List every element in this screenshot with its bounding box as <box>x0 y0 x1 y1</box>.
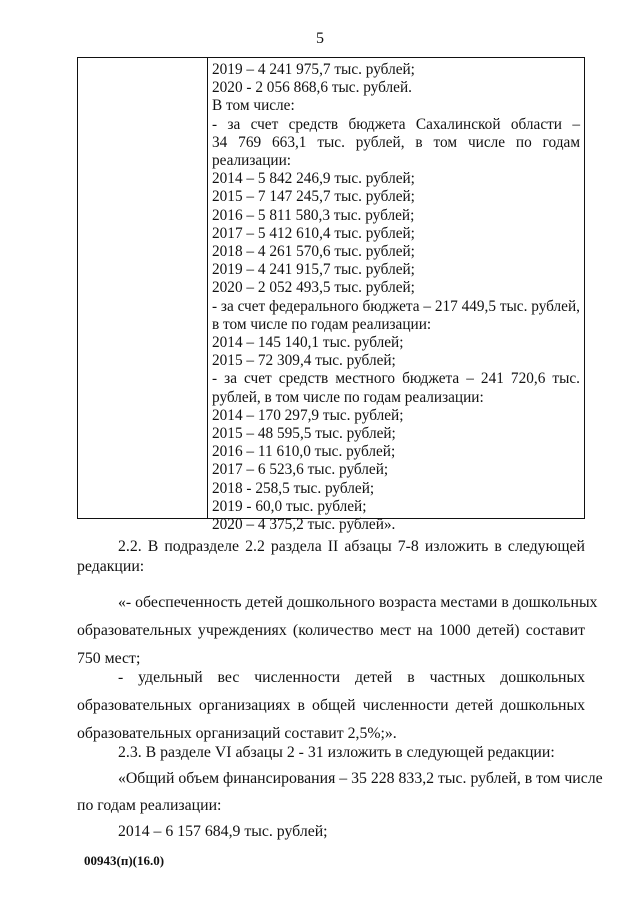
table-line: 2015 – 72 309,4 тыс. рублей; <box>212 352 396 370</box>
table-line: 2018 - 258,5 тыс. рублей; <box>212 479 375 497</box>
paragraph-line: образовательных организациях в общей численности детей дошкольных <box>77 697 585 714</box>
paragraph-line: 2.2. В подразделе 2.2 раздела II абзацы 7-8 изложить в следующей <box>118 538 585 555</box>
table-line: 2014 – 145 140,1 тыс. рублей; <box>212 334 404 352</box>
paragraph-line: 2014 – 6 157 684,9 тыс. рублей; <box>118 823 328 840</box>
quote-preschool-places <box>77 593 598 669</box>
paragraph-line: 750 мест; <box>77 650 141 667</box>
table-line: - за счет федерального бюджета – 217 449,5 тыс. рублей, <box>212 297 580 315</box>
paragraph-line: образовательных организаций составит 2,5%;». <box>77 725 397 742</box>
table-line: 2019 - 60,0 тыс. рублей; <box>212 497 367 515</box>
table-line: 2017 – 6 523,6 тыс. рублей; <box>212 461 389 479</box>
table-line: 34 769 663,1 тыс. рублей, в том числе по годам <box>212 133 580 151</box>
table-right-cell <box>208 58 584 534</box>
table-line: реализации: <box>212 152 292 170</box>
quote-private-preschool-share <box>77 668 585 744</box>
table-line: 2020 - 2 056 868,6 тыс. рублей. <box>212 79 412 97</box>
table-line: 2019 – 4 241 975,7 тыс. рублей; <box>212 61 415 78</box>
table-line: 2015 – 7 147 245,7 тыс. рублей; <box>212 188 415 206</box>
table-line: 2014 – 5 842 246,9 тыс. рублей; <box>212 170 415 188</box>
page-number: 5 <box>316 30 324 47</box>
paragraph-line: - удельный вес численности детей в частных дошкольных <box>118 669 585 686</box>
table-line: 2019 – 4 241 915,7 тыс. рублей; <box>212 261 415 279</box>
table-line: - за счет средств местного бюджета – 241 720,6 тыс. <box>212 370 580 388</box>
table-line: в том числе по годам реализации: <box>212 315 432 333</box>
table-line: 2018 – 4 261 570,6 тыс. рублей; <box>212 243 415 261</box>
table-left-cell <box>78 58 208 518</box>
financing-table <box>77 57 585 534</box>
table-line: 2020 – 2 052 493,5 тыс. рублей; <box>212 279 415 297</box>
paragraph-section-2-2 <box>77 537 585 577</box>
table-line: 2014 – 170 297,9 тыс. рублей; <box>212 406 404 424</box>
table-line: 2015 – 48 595,5 тыс. рублей; <box>212 425 396 443</box>
paragraph-section-2-3 <box>77 743 585 763</box>
table-line: 2016 – 11 610,0 тыс. рублей; <box>212 443 396 461</box>
paragraph-line: 2.3. В разделе VI абзацы 2 - 31 изложить в следующей редакции: <box>118 744 555 761</box>
quote-total-financing <box>77 769 603 816</box>
table-line: - за счет средств бюджета Сахалинской области – <box>212 115 580 133</box>
paragraph-line: редакции: <box>77 558 145 575</box>
table-line: рублей, в том числе по годам реализации: <box>212 388 484 406</box>
table-line: 2017 – 5 412 610,4 тыс. рублей; <box>212 224 415 242</box>
financing-year-line <box>77 822 585 842</box>
paragraph-line: образовательных учреждениях (количество мест на 1000 детей) составит <box>77 622 585 639</box>
document-code: 00943(п)(16.0) <box>84 853 165 868</box>
table-line: В том числе: <box>212 97 295 115</box>
table-line: 2016 – 5 811 580,3 тыс. рублей; <box>212 206 415 224</box>
paragraph-line: «Общий объем финансирования – 35 228 833,2 тыс. рублей, в том числе <box>118 770 603 787</box>
table-line: 2020 – 4 375,2 тыс. рублей». <box>212 516 396 534</box>
paragraph-line: «- обеспеченность детей дошкольного возраста местами в дошкольных <box>118 594 598 611</box>
paragraph-line: по годам реализации: <box>77 797 222 814</box>
